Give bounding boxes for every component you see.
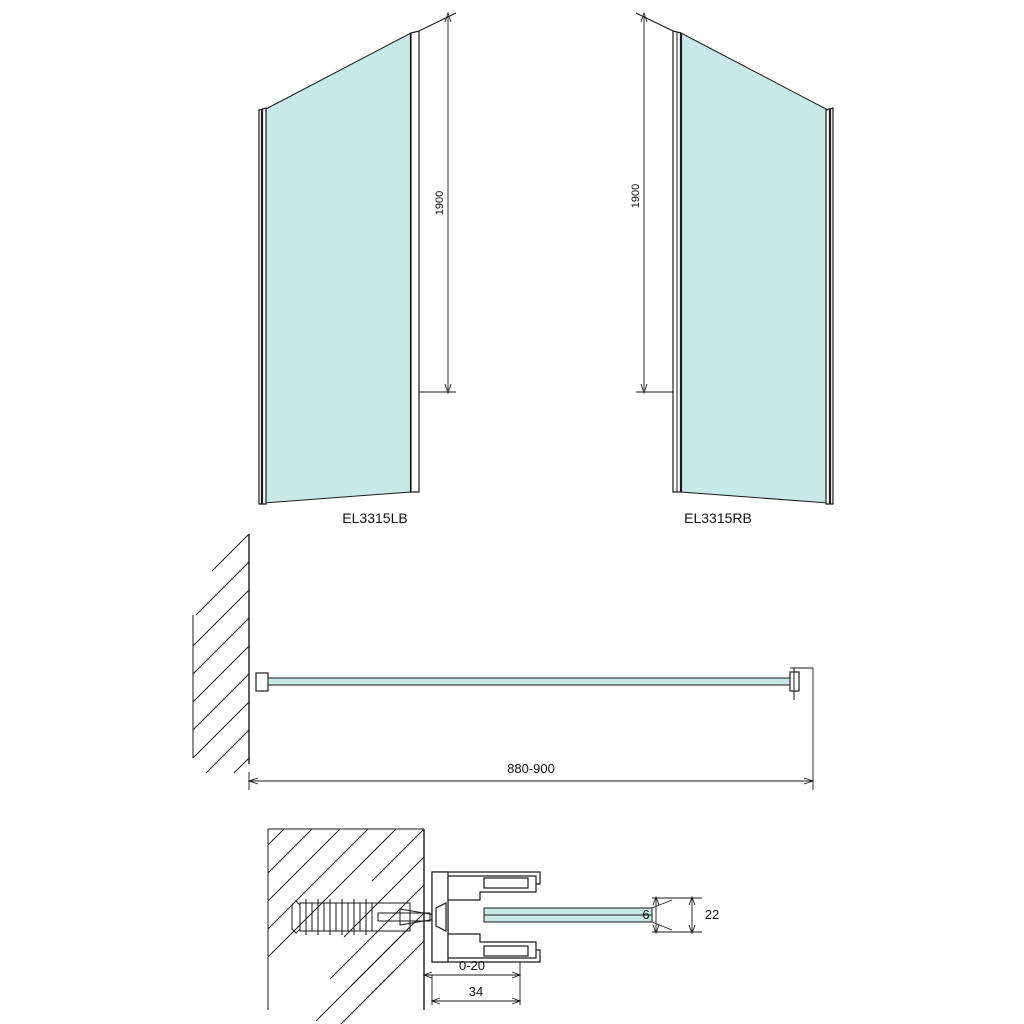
plan-glass-line [268, 678, 790, 685]
height-dimension-label-right: 1900 [630, 183, 642, 209]
model-label-right: EL3315RB [684, 510, 752, 526]
profile-lower-slot [484, 946, 528, 956]
detail-glass-ext-bottom [652, 922, 672, 930]
plan-width-label: 880-900 [507, 761, 555, 776]
glass-thickness-label: 6 [642, 907, 650, 922]
detail-section-view [268, 829, 719, 1024]
profile-upper-slot [484, 878, 528, 888]
plan-wall-profile [256, 673, 268, 691]
plan-wall-hatching [193, 534, 249, 773]
model-label-left: EL3315LB [342, 510, 408, 526]
profile-height-label: 22 [704, 907, 720, 922]
post-body-left-view [411, 31, 419, 492]
elevation-left-view [259, 13, 456, 526]
adjust-range-label: 0-20 [458, 958, 486, 973]
profile-anchor-seat [436, 903, 446, 931]
detail-glass-ext-top [652, 900, 672, 908]
height-dimension-label-left: 1900 [434, 190, 446, 216]
top-depth-line-left [419, 13, 456, 31]
glass-panel-right [681, 33, 828, 503]
plan-view [193, 534, 813, 790]
elevation-right-view [630, 13, 833, 526]
profile-width-label: 34 [468, 984, 484, 999]
top-depth-line-right [636, 13, 673, 31]
detail-wall-hatching [268, 829, 424, 1024]
glass-panel-left [264, 33, 411, 503]
